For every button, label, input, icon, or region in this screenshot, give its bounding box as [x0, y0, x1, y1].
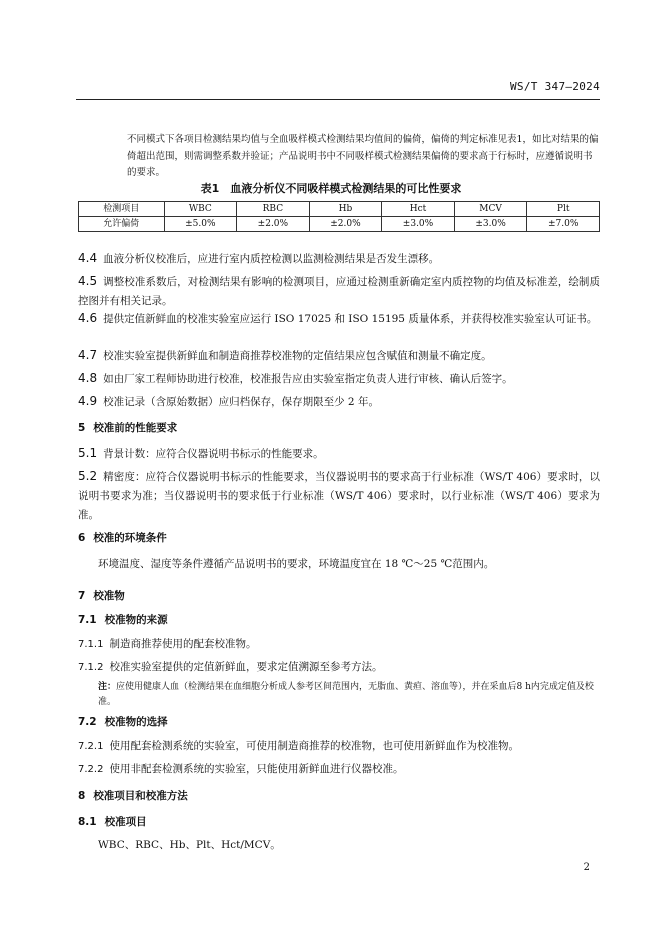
clause-7-1-1 — [78, 635, 256, 654]
clause-number: 7.1.1 — [78, 639, 104, 650]
table1-cell: ±3.0% — [454, 217, 527, 232]
section-number: 7 — [78, 590, 86, 602]
table1 — [78, 201, 600, 232]
standard-code-header: WS/T 347—2024 — [510, 80, 600, 93]
section-7-heading — [78, 588, 125, 603]
clause-number: 4.5 — [78, 274, 98, 288]
table1-header-cell: RBC — [237, 202, 310, 217]
clause-text: 精密度：应符合仪器说明书标示的性能要求，当仪器说明书的要求高于行业标准（WS/T 406）要求时，以说明书要求为准；当仪器说明书的要求低于行业标准（WS/T 406）要求时，以行业标准（WS/T 406）要求为准。 — [78, 471, 600, 521]
clause-text: 使用配套检测系统的实验室，可使用制造商推荐的校准物，也可使用新鲜血作为校准物。 — [109, 740, 519, 752]
subsection-7-1-heading — [78, 612, 168, 627]
section-title: 校准项目 — [104, 816, 147, 828]
clause-number: 4.6 — [78, 311, 98, 325]
section-title: 校准的环境条件 — [93, 532, 167, 544]
table1-header-cell: Plt — [527, 202, 600, 217]
section-number: 5 — [78, 422, 86, 434]
section-number: 7.2 — [78, 716, 97, 728]
section-title: 校准物的选择 — [104, 716, 168, 728]
section-title: 校准物 — [93, 590, 125, 602]
clause-text: 提供定值新鲜血的校准实验室应运行 ISO 17025 和 ISO 15195 质量体系，并获得校准实验室认可证书。 — [103, 313, 598, 325]
clause-number: 7.2.2 — [78, 764, 104, 775]
clause-text: 使用非配套检测系统的实验室，只能使用新鲜血进行仪器校准。 — [109, 763, 404, 775]
clause-text: 校准实验室提供的定值新鲜血，要求定值溯源至参考方法。 — [109, 661, 383, 673]
clause-text: 背景计数：应符合仪器说明书标示的性能要求。 — [103, 448, 324, 460]
clause-5-2 — [78, 467, 600, 525]
table1-cell: ±3.0% — [382, 217, 455, 232]
clause-4-9 — [78, 392, 600, 412]
clause-text: 调整校准系数后，对检测结果有影响的检测项目，应通过检测重新确定室内质控物的均值及标准差，绘制质控图并有相关记录。 — [78, 276, 600, 307]
table1-header-cell: WBC — [164, 202, 237, 217]
section-5-heading — [78, 420, 177, 435]
table1-data-row — [79, 217, 600, 232]
table1-header-cell: 检测项目 — [79, 202, 165, 217]
table1-header-cell: MCV — [454, 202, 527, 217]
section-title: 校准前的性能要求 — [93, 422, 178, 434]
table1-cell: ±2.0% — [309, 217, 382, 232]
note-label: 注： — [98, 682, 117, 692]
clause-number: 5.1 — [78, 446, 98, 460]
clause-4-7 — [78, 346, 600, 366]
clause-4-4 — [78, 249, 600, 269]
clause-4-8 — [78, 369, 600, 389]
table1-cell: ±5.0% — [164, 217, 237, 232]
clause-7-2-2 — [78, 760, 403, 779]
clause-7-2-1 — [78, 737, 519, 756]
section-number: 6 — [78, 532, 86, 544]
clause-number: 4.4 — [78, 251, 98, 265]
table1-cell: 允许偏倚 — [79, 217, 165, 232]
section-8-1-text: WBC、RBC、Hb、Plt、Hct/MCV。 — [98, 839, 281, 851]
table1-header-cell: Hct — [382, 202, 455, 217]
subsection-8-1-heading — [78, 814, 147, 829]
clause-text: 血液分析仪校准后，应进行室内质控检测以监测检测结果是否发生漂移。 — [103, 253, 440, 265]
section-title: 校准项目和校准方法 — [93, 790, 188, 802]
top-note-paragraph: 不同模式下各项目检测结果均值与全血吸样模式检测结果均值间的偏倚，偏倚的判定标准见表1，如比对结果的偏倚超出范围，则需调整系数并验证；产品说明书中不同吸样模式检测结果偏倚的要求高于行标时，应遵循说明书的要求。 — [127, 134, 599, 178]
section-6-text: 环境温度、湿度等条件遵循产品说明书的要求，环境温度宜在 18 ℃～25 ℃范围内。 — [98, 558, 495, 570]
clause-number: 4.9 — [78, 394, 98, 408]
clause-4-5 — [78, 272, 600, 311]
section-number: 7.1 — [78, 614, 97, 626]
clause-text: 制造商推荐使用的配套校准物。 — [109, 638, 257, 650]
clause-number: 5.2 — [78, 469, 98, 483]
clause-number: 7.1.2 — [78, 662, 104, 673]
clause-5-1 — [78, 444, 600, 464]
subsection-7-2-heading — [78, 714, 168, 729]
table1-header-row — [79, 202, 600, 217]
note-7-1-2 — [98, 680, 600, 710]
section-title: 校准物的来源 — [104, 614, 168, 626]
clause-number: 4.8 — [78, 371, 98, 385]
table1-header-cell: Hb — [309, 202, 382, 217]
section-number: 8 — [78, 790, 86, 802]
clause-number: 7.2.1 — [78, 741, 104, 752]
clause-text: 校准实验室提供新鲜血和制造商推荐校准物的定值结果应包含赋值和测量不确定度。 — [103, 350, 492, 362]
section-number: 8.1 — [78, 816, 97, 828]
clause-4-6 — [78, 309, 600, 329]
table1-cell: ±7.0% — [527, 217, 600, 232]
header-rule — [76, 99, 600, 100]
clause-text: 如由厂家工程师协助进行校准，校准报告应由实验室指定负责人进行审核、确认后签字。 — [103, 373, 513, 385]
section-8-heading — [78, 788, 188, 803]
clause-text: 校准记录（含原始数据）应归档保存，保存期限至少 2 年。 — [103, 396, 379, 408]
table1-cell: ±2.0% — [237, 217, 310, 232]
clause-7-1-2 — [78, 658, 382, 677]
table1-caption: 表1 血液分析仪不同吸样模式检测结果的可比性要求 — [200, 182, 462, 195]
section-6-heading — [78, 530, 167, 545]
clause-number: 4.7 — [78, 348, 98, 362]
page-number: 2 — [583, 862, 590, 873]
note-text: 应使用健康人血（检测结果在血细胞分析成人参考区间范围内，无脂血、黄疸、溶血等），并在采血后8 h内完成定值及校准。 — [98, 682, 594, 707]
